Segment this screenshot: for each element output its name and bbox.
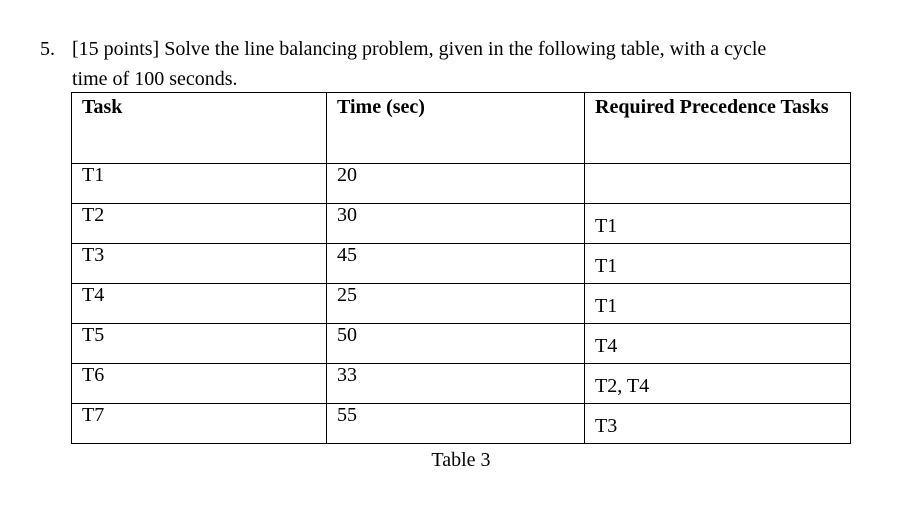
table-row <box>72 244 851 284</box>
cell-task <box>72 364 327 404</box>
cell-task <box>72 404 327 444</box>
cell-time-text: 20 <box>337 164 357 186</box>
cell-task-text: T5 <box>82 324 105 346</box>
table-row <box>72 284 851 324</box>
question-line-2: time of 100 seconds. <box>72 68 238 90</box>
question-number: 5. <box>40 38 55 60</box>
cell-precedence-text: T1 <box>595 295 618 317</box>
table-row <box>72 324 851 364</box>
cell-task <box>72 204 327 244</box>
header-time: Time (sec) <box>327 93 585 164</box>
cell-time <box>327 164 585 204</box>
cell-task <box>72 284 327 324</box>
cell-time <box>327 324 585 364</box>
cell-time-text: 25 <box>337 284 357 306</box>
cell-task <box>72 244 327 284</box>
cell-time <box>327 244 585 284</box>
cell-precedence <box>585 284 851 324</box>
table-row <box>72 164 851 204</box>
cell-precedence <box>585 164 851 204</box>
cell-task-text: T6 <box>82 364 105 386</box>
cell-task <box>72 164 327 204</box>
cell-time-text: 30 <box>337 204 357 226</box>
table-row <box>72 204 851 244</box>
table-caption: Table 3 <box>431 449 491 471</box>
question-prompt: [15 points] Solve the line balancing problem, given in the following table, with a cycle <box>72 38 767 60</box>
cell-precedence <box>585 244 851 284</box>
question-line-1 <box>40 34 860 64</box>
cell-precedence <box>585 204 851 244</box>
cell-precedence-text: T1 <box>595 215 618 237</box>
table-row <box>72 364 851 404</box>
table-row <box>72 404 851 444</box>
cell-precedence-text: T2, T4 <box>595 375 650 397</box>
cell-task-text: T2 <box>82 204 105 226</box>
cell-task <box>72 324 327 364</box>
cell-precedence <box>585 404 851 444</box>
cell-time <box>327 404 585 444</box>
cell-time-text: 55 <box>337 404 357 426</box>
cell-time-text: 45 <box>337 244 357 266</box>
cell-task-text: T3 <box>82 244 105 266</box>
cell-time-text: 50 <box>337 324 357 346</box>
cell-precedence-text: T3 <box>595 415 618 437</box>
cell-task-text: T7 <box>82 404 105 426</box>
cell-time <box>327 204 585 244</box>
header-task: Task <box>72 93 327 164</box>
task-table <box>71 92 851 444</box>
cell-time-text: 33 <box>337 364 357 386</box>
cell-task-text: T1 <box>82 164 105 186</box>
cell-precedence-text <box>595 164 840 175</box>
cell-time <box>327 364 585 404</box>
cell-task-text: T4 <box>82 284 105 306</box>
cell-time <box>327 284 585 324</box>
question-text <box>40 34 860 94</box>
header-precedence: Required Precedence Tasks <box>585 93 851 164</box>
cell-precedence <box>585 324 851 364</box>
cell-precedence-text: T4 <box>595 335 618 357</box>
cell-precedence-text: T1 <box>595 255 618 277</box>
table-header-row <box>72 93 851 164</box>
cell-precedence <box>585 364 851 404</box>
